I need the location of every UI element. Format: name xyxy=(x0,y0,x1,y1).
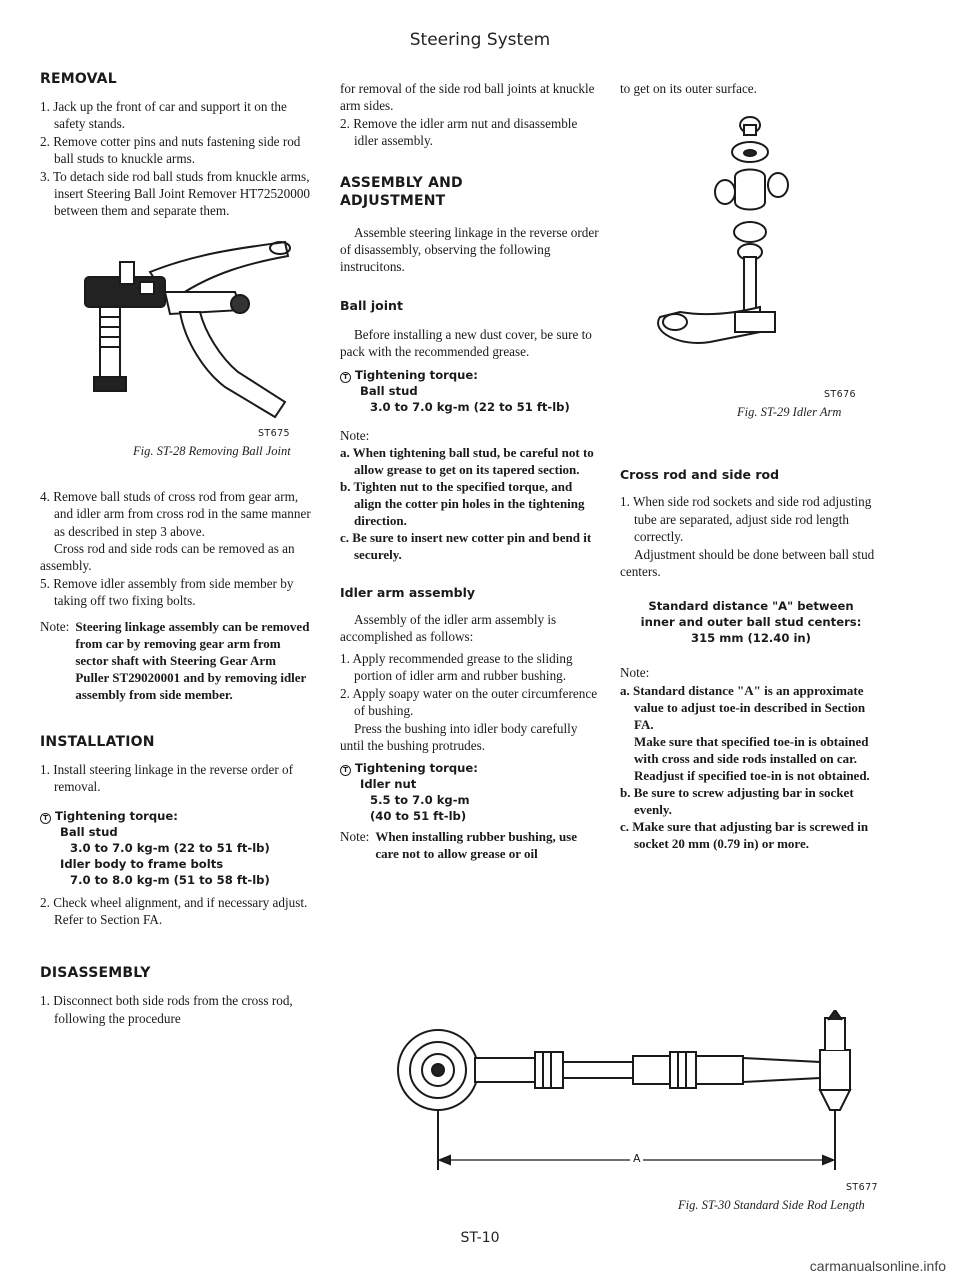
removal-step-4-cont: Cross rod and side rods can be removed as an assembly. xyxy=(40,541,295,574)
note-item-b: b. Tighten nut to the specified torque, and align the cotter pin holes in the tightening direction. xyxy=(340,479,585,529)
idler-intro: Assembly of the idler arm assembly is accomplished as follows: xyxy=(340,612,557,645)
note-label: Note: xyxy=(340,427,370,443)
install-step-2: 2. Check wheel alignment, and if necessary adjust. Refer to Section FA. xyxy=(40,894,308,927)
watermark: carmanualsonline.info xyxy=(809,1258,946,1274)
torque-line: 7.0 to 8.0 kg-m (51 to 58 ft-lb) xyxy=(70,872,270,887)
press-text: Press the bushing into idler body carefully until the bushing protrudes. xyxy=(340,720,578,753)
cross-step-1: 1. When side rod sockets and side rod adjusting tube are separated, adjust side rod length correctly. xyxy=(620,494,872,545)
disassembly-step-1: 1. Disconnect both side rods from the cross rod, following the procedure xyxy=(40,993,293,1026)
note-item-c: c. Make sure that adjusting bar is screwed in socket 20 mm (0.79 in) or more. xyxy=(620,818,869,851)
cross-adjust-text: Adjustment should be done between ball stud centers. xyxy=(620,546,875,580)
idler-heading: Idler arm assembly xyxy=(340,585,476,601)
installation-heading: INSTALLATION xyxy=(40,733,155,750)
note-label: Note: xyxy=(340,829,370,845)
torque-line: 3.0 to 7.0 kg-m (22 to 51 ft-lb) xyxy=(70,840,270,855)
torque-line: Idler nut xyxy=(360,777,417,792)
torque-line: Idler body to frame bolts xyxy=(60,856,224,871)
column-left xyxy=(40,70,312,1027)
assembly-heading-line1: ASSEMBLY AND xyxy=(340,174,463,191)
removal-note xyxy=(40,618,312,703)
idler-step-1: 1. Apply recommended grease to the sliding portion of idler arm and rubber bushing. xyxy=(340,650,573,684)
standard-distance-line: inner and outer ball stud centers: xyxy=(640,615,862,630)
removal-heading: REMOVAL xyxy=(40,71,117,87)
column-middle xyxy=(340,80,602,862)
removal-step-5: 5. Remove idler assembly from side member by taking off two fixing bolts. xyxy=(40,575,294,609)
note-item-a-readjust: Readjust if specified toe-in is not obtained. xyxy=(634,767,870,783)
disassembly-step-2: 2. Remove the idler arm nut and disassemble idler assembly. xyxy=(340,115,578,149)
assembly-text: Assemble steering linkage in the reverse order of disassembly, observing the following instrucitons. xyxy=(340,224,599,275)
col2-cont-text: for removal of the side rod ball joints at knuckle arm sides. xyxy=(340,81,595,114)
ball-joint-heading: Ball joint xyxy=(340,297,403,313)
page-number: ST-10 xyxy=(460,1230,500,1246)
note-item-b: b. Be sure to screw adjusting bar in socket evenly. xyxy=(620,784,854,817)
ball-joint-torque-block xyxy=(340,367,602,415)
removal-step-1: 1. Jack up the front of car and support it on the safety stands. xyxy=(40,99,287,132)
ball-joint-remover-illustration xyxy=(60,232,300,422)
torque-wrench-icon: T xyxy=(340,765,351,776)
torque-label: Tightening torque: xyxy=(55,808,178,823)
figure-30-caption: Fig. ST-30 Standard Side Rod Length xyxy=(678,1198,865,1212)
torque-wrench-icon: T xyxy=(40,813,51,824)
torque-label: Tightening torque: xyxy=(355,367,478,382)
torque-line: (40 to 51 ft-lb) xyxy=(370,809,467,824)
note-item-a: a. Standard distance "A" is an approximate value to adjust toe-in described in Section FA. xyxy=(620,682,866,732)
figure-29-caption: Fig. ST-29 Idler Arm xyxy=(737,405,842,420)
final-note xyxy=(340,828,602,862)
torque-line: Ball stud xyxy=(360,383,418,398)
torque-label: Tightening torque: xyxy=(355,761,478,776)
figure-29-code: ST676 xyxy=(824,389,856,401)
figure-28-caption: Fig. ST-28 Removing Ball Joint xyxy=(133,443,291,458)
standard-distance-value: 315 mm (12.40 in) xyxy=(691,631,811,646)
final-note-text: When installing rubber bushing, use care not to allow grease or oil xyxy=(375,829,578,862)
standard-distance-block xyxy=(620,598,882,646)
install-step-1: 1. Install steering linkage in the reverse order of removal. xyxy=(40,761,294,795)
idler-arm-illustration xyxy=(640,107,840,367)
figure-30-code: ST677 xyxy=(846,1182,878,1193)
torque-line: 5.5 to 7.0 kg-m xyxy=(370,793,470,808)
removal-step-3: 3. To detach side rod ball studs from knuckle arms, insert Steering Ball Joint Remover HT72520000 between them and separate them. xyxy=(40,168,311,219)
removal-step-2: 2. Remove cotter pins and nuts fastening side rod ball studs to knuckle arms. xyxy=(40,133,301,167)
standard-distance-line: Standard distance "A" between xyxy=(648,599,854,614)
figure-28 xyxy=(40,220,312,480)
col3-cont-text: to get on its outer surface. xyxy=(620,81,757,96)
figure-30 xyxy=(380,1010,900,1180)
idler-step-2: 2. Apply soapy water on the outer circumference of bushing. xyxy=(340,685,598,719)
torque-wrench-icon: T xyxy=(340,372,351,383)
idler-torque-block xyxy=(340,760,602,824)
figure-29 xyxy=(620,97,882,420)
torque-line: 3.0 to 7.0 kg-m (22 to 51 ft-lb) xyxy=(370,399,570,414)
page-title: Steering System xyxy=(409,30,551,50)
install-torque-block xyxy=(40,808,312,888)
dimension-label-a: A xyxy=(633,1152,641,1165)
note-item-c: c. Be sure to insert new cotter pin and bend it securely. xyxy=(340,530,592,563)
disassembly-heading: DISASSEMBLY xyxy=(40,965,151,982)
note-item-a: a. When tightening ball stud, be careful not to allow grease to get on its tapered section. xyxy=(340,445,594,478)
note-label: Note: xyxy=(620,665,650,681)
note-item-a-cont: Make sure that specified toe-in is obtained with cross and side rods installed on car. xyxy=(634,733,869,766)
ball-joint-text: Before installing a new dust cover, be sure to pack with the recommended grease. xyxy=(340,326,592,360)
assembly-heading-line2: ADJUSTMENT xyxy=(340,192,446,209)
removal-step-4: 4. Remove ball studs of cross rod from gear arm, and idler arm from cross rod in the same manner as described in step 3 above. xyxy=(40,488,311,539)
torque-line: Ball stud xyxy=(60,824,118,839)
figure-28-code: ST675 xyxy=(258,427,290,439)
note-label: Note: xyxy=(40,618,70,634)
column-right xyxy=(620,80,882,852)
note-text: Steering linkage assembly can be removed from car by removing gear arm from sector shaft with Steering Gear Arm Puller ST29020001 and by removing idler assembly from side member. xyxy=(75,618,310,702)
cross-rod-heading: Cross rod and side rod xyxy=(620,467,780,483)
